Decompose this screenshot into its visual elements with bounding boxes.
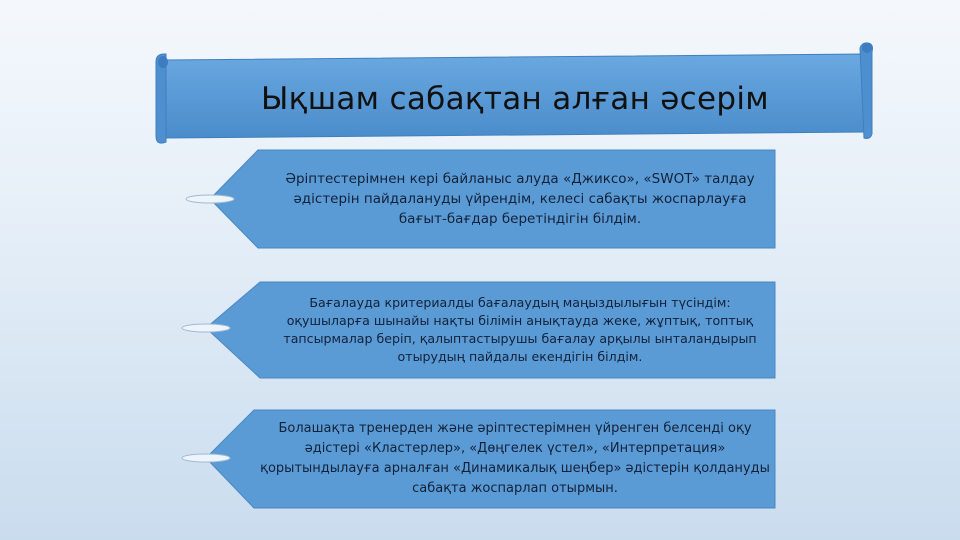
slide-title: Ықшам сабақтан алған әсерім [261, 81, 769, 117]
impression-card-2 [180, 280, 780, 380]
card-text-1: Әріптестерімнен кері байланыс алуда «Джиксо», «SWOT» талдау әдістерін пайдалануды үйрендім, келесі сабақты жоспарлауға бағыт-бағдар беретіндігін білдім. [285, 171, 755, 227]
impression-card-1 [180, 148, 780, 250]
impression-card-3 [180, 408, 780, 510]
card-text-2: Бағалауда критериалды бағалаудың маңыздылығын түсіндім: оқушыларға шынайы нақты білімін анықтауда жеке, жұптық, топтық тапсырмалар беріп, қалыптастырушы бағалау арқылы ынталандырып отырудың пайдалы екендігін білдім. [283, 295, 757, 364]
card-text-3: Болашақта тренерден және әріптестерімнен үйренген белсенді оқу әдістері «Кластерлер», «Дөңгелек үстел», «Интерпретация» қорытындылауға арналған «Динамикалық шеңбер» әдістерін қолдануды сабақта жоспарлап отырмын. [260, 421, 770, 496]
